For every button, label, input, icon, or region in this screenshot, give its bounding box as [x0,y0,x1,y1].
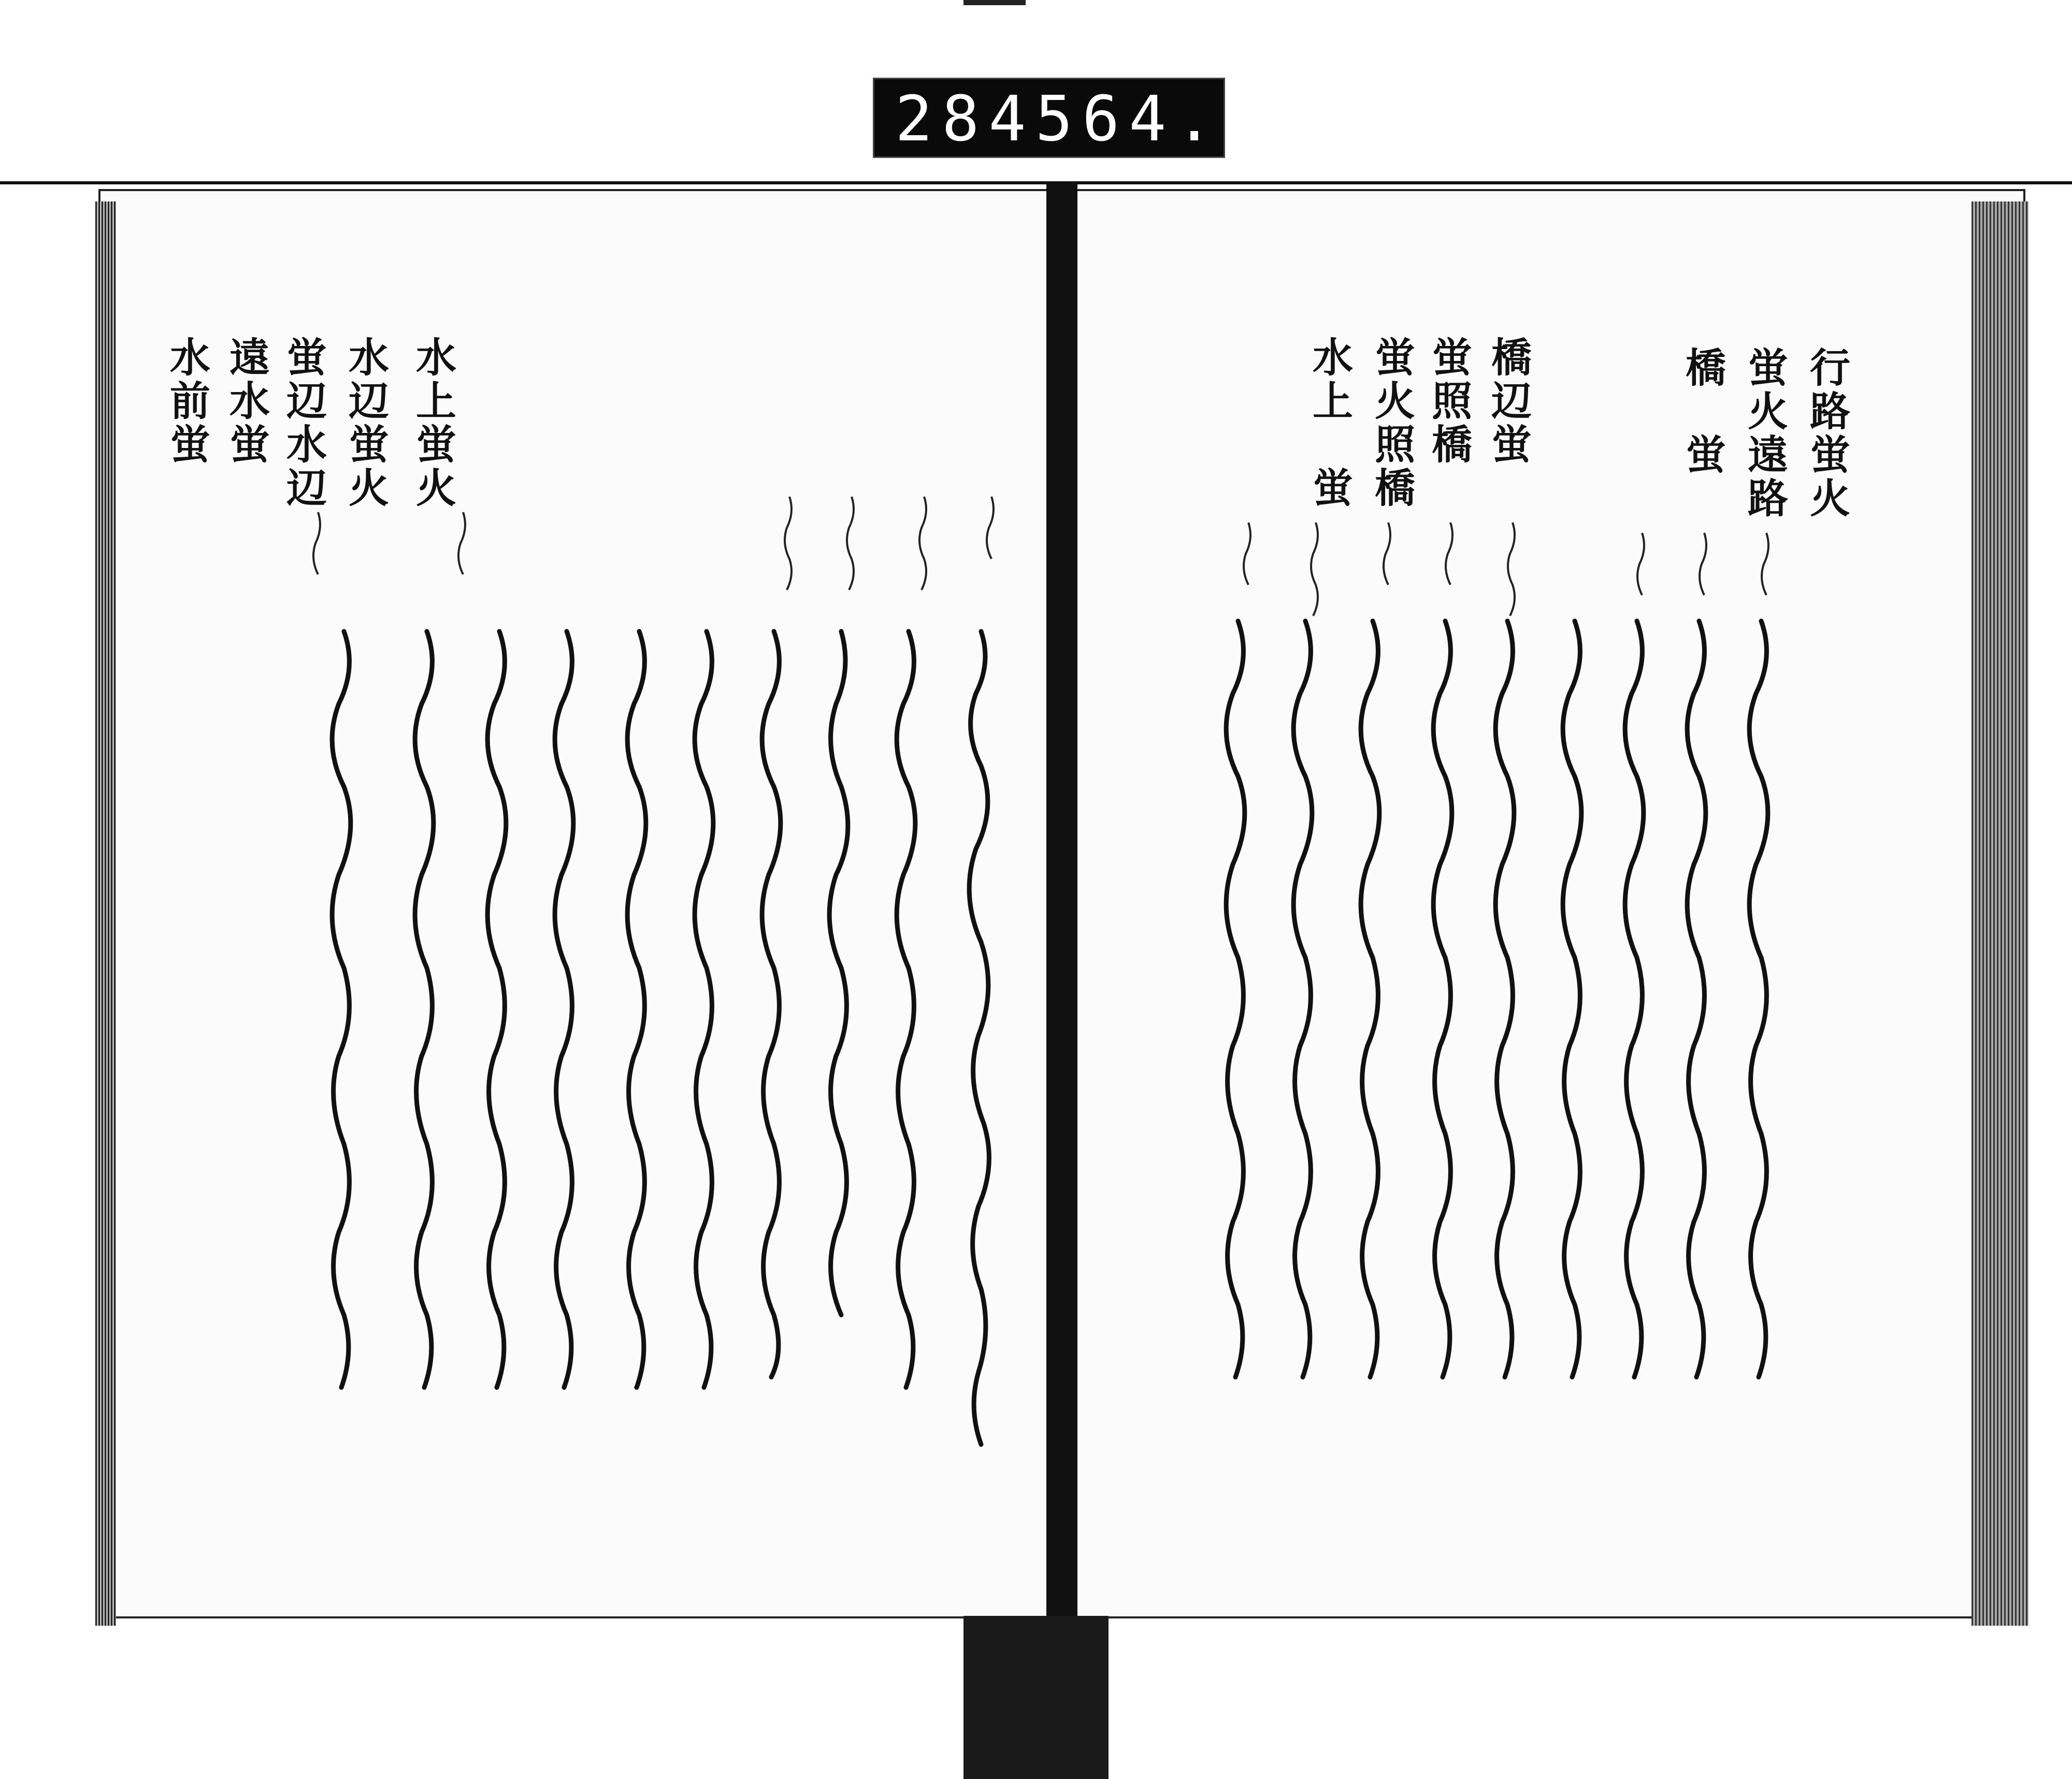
book-spine-bottom [963,1616,1109,1779]
heading-right-3: 橋辺蛍 [1485,336,1532,467]
left-page [98,189,1062,1618]
left-page-cursive-text [100,191,1064,1621]
heading-right-1: 蛍火遠路 [1741,346,1788,520]
heading-right-5: 蛍火照橋 [1368,336,1415,510]
frame-number-label [873,78,1225,158]
book-gutter [1046,181,1077,1647]
top-edge-mark [963,0,1026,5]
heading-right-6: 水上 蛍 [1306,336,1353,510]
open-book [98,181,2025,1647]
right-page-cursive-text [1062,191,2025,1621]
section-title: 行路蛍火 [1803,346,1850,520]
heading-left-1: 水上蛍火 [409,336,456,510]
heading-left-3: 蛍辺水辺 [280,336,327,510]
heading-left-5: 水前蛍 [163,336,210,467]
frame-right-number: 564. [1035,83,1222,155]
heading-left-4: 遠水蛍 [223,336,270,467]
heading-left-2: 水辺蛍火 [342,336,389,510]
heading-right-2: 橋 蛍 [1679,346,1726,477]
right-page [1062,189,2025,1618]
heading-right-4: 蛍照橋 [1425,336,1472,467]
frame-left-number: 284 [895,83,1035,155]
